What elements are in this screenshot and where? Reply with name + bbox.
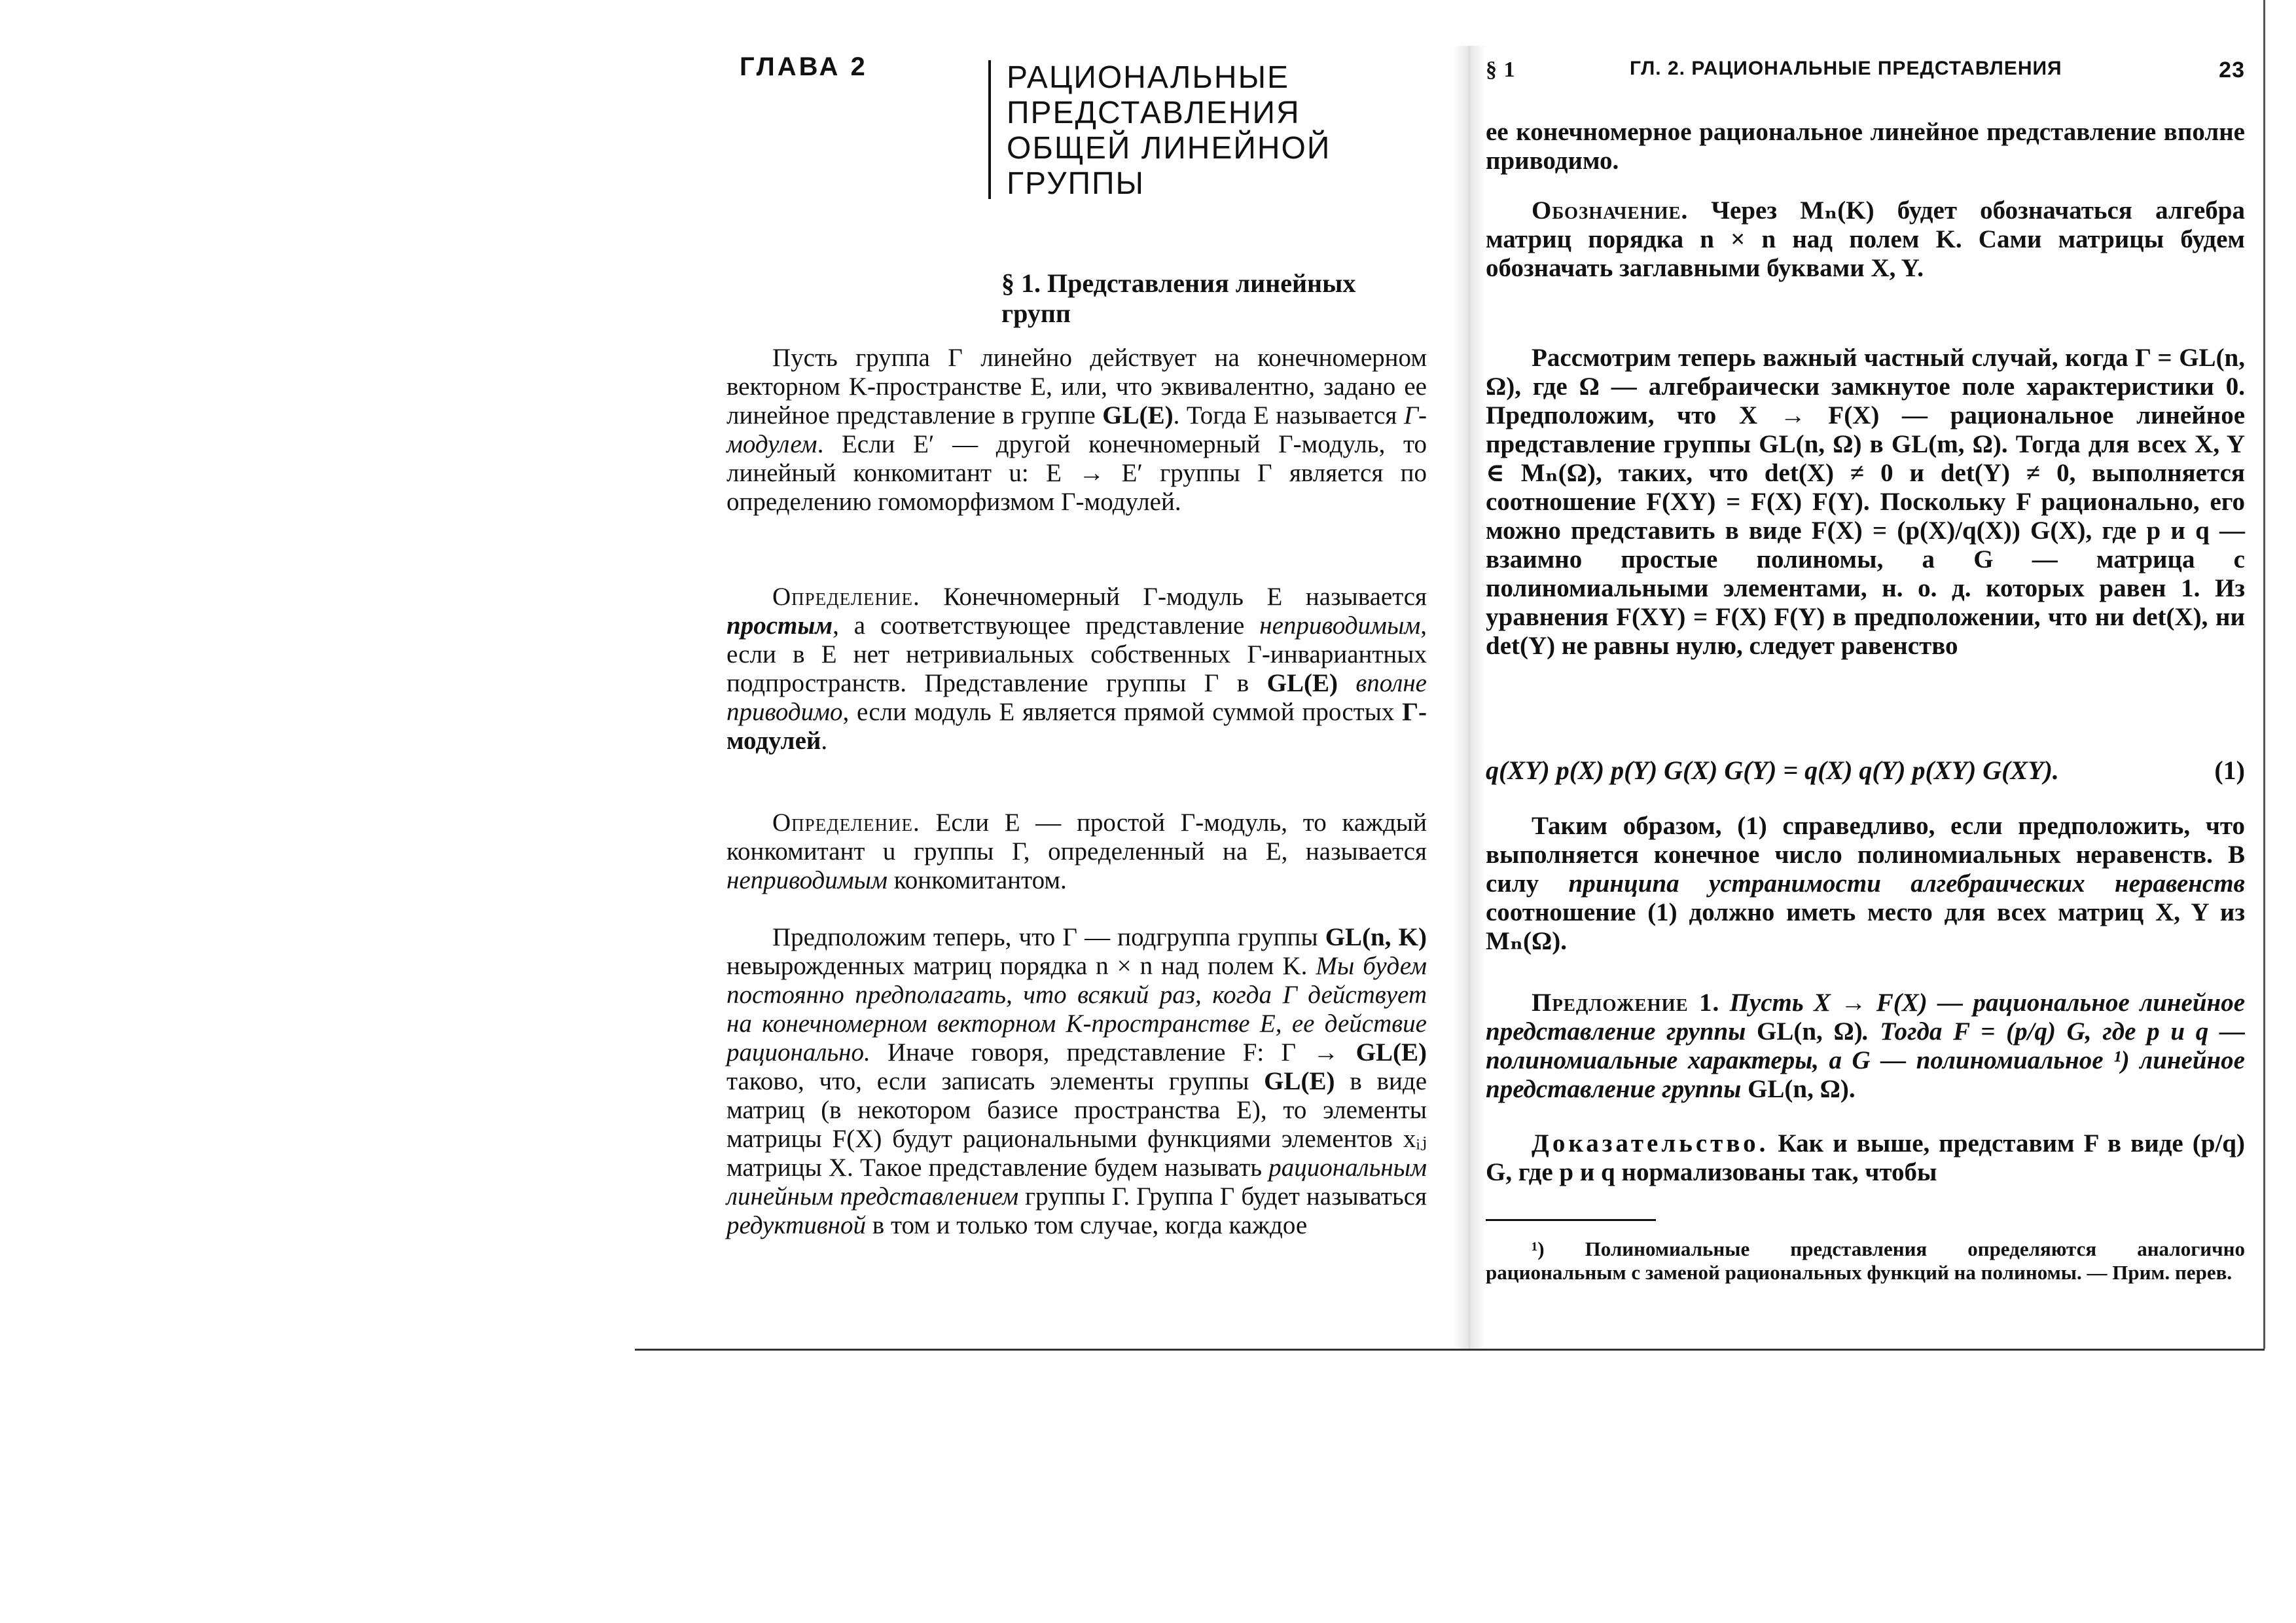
text-run: GL(E) — [1264, 1067, 1335, 1095]
paragraph-rational-representation — [726, 923, 1427, 1240]
text-run: в виде матриц (в некотором базисе пространства E), то элементы матрицы F(X) будут рациональными функциями элементов xᵢⱼ матрицы X. Такое представление будем называть — [726, 1067, 1427, 1182]
proposition-1 — [1486, 989, 2245, 1104]
term: неприводимым — [726, 866, 888, 894]
text-run: в — [1861, 430, 1892, 458]
text-run: . Если E′ — другой конечномерный Γ-модуль, то линейный конкомитант u: E → E′ группы Γ является по определению гомоморфизмом Γ-модулей. — [726, 430, 1427, 516]
text-run: , если в E нет нетривиальных собственных Γ-инвариантных подпространств. Представление группы Γ в — [726, 611, 1427, 697]
text-run: , а соответствующее представление — [833, 611, 1260, 640]
term: Γ-модулем — [726, 401, 1427, 458]
text-run: Иначе говоря, представление F: Γ → — [870, 1038, 1356, 1067]
text-run: . — [821, 727, 828, 755]
definition-irreducible-concomitant — [726, 809, 1427, 895]
chapter-title-line: ГРУППЫ — [1007, 166, 1145, 201]
term: редуктивной — [726, 1211, 867, 1239]
text-run: GL(E) — [1266, 669, 1338, 697]
paragraph-modules — [726, 344, 1427, 517]
page-number: 23 — [2219, 58, 2245, 82]
text-run: Пусть группа Γ линейно действует на конечномерном векторном K-пространстве E, или, что эквивалентно, задано ее линейное представление в группе — [726, 344, 1427, 429]
term: неприводимым — [1259, 611, 1421, 640]
text-run: GL(n, Ω) — [1748, 1075, 1849, 1103]
text-run: GL(n, Ω) — [1757, 1017, 1863, 1046]
text-run: . Тогда E называется — [1173, 401, 1404, 429]
term: принципа устранимости алгебраических неравенств — [1568, 869, 2245, 898]
notation-paragraph — [1486, 196, 2245, 283]
text-run: невырожденных матриц порядка n × n над полем K. — [726, 952, 1316, 980]
term: простым — [726, 611, 833, 640]
text-run: Конечномерный Γ-модуль E называется — [920, 583, 1427, 611]
proof-paragraph — [1486, 1129, 2245, 1187]
text-run: GL(n, K) — [1325, 923, 1427, 951]
term: рациональным линейным представлением — [726, 1154, 1427, 1211]
text-run: Таким образом, (1) справедливо, если предположить, что выполняется конечное число полиномиальных неравенств. В силу — [1486, 812, 2245, 898]
text-run: GL(n, Ω) — [1486, 344, 2245, 401]
text-run: , если модуль E является прямой суммой простых — [842, 698, 1403, 726]
footnote — [1486, 1237, 2245, 1285]
text-run: Рассмотрим теперь важный частный случай, когда Γ = — [1532, 344, 2179, 372]
left-page — [635, 46, 1453, 1349]
equation-1 — [1486, 756, 2245, 785]
text-run: Пусть X → F(X) — рациональное линейное представление группы — [1486, 989, 2246, 1046]
chapter-title — [988, 60, 1331, 199]
text-run: Через Mₙ(K) будет обозначаться алгебра матриц порядка n × n над полем K. Сами матрицы будем обозначать заглавными буквами X, Y. — [1486, 196, 2245, 282]
footnote-text: ¹) Полиномиальные представления определяются аналогично рациональным с заменой рациональных функций на полиномы. — Прим. перев. — [1486, 1237, 2245, 1284]
term: вполне приводимо — [726, 669, 1427, 726]
running-head-section: § 1 — [1486, 58, 1516, 82]
notation-label: Обозначение. — [1532, 196, 1689, 225]
text-run: . — [1848, 1075, 1856, 1103]
text-run: ее конечномерное рациональное линейное представление вполне приводимо. — [1486, 118, 2245, 175]
proposition-label: Предложение 1. — [1532, 989, 1720, 1017]
equation-text: q(XY) p(X) p(Y) G(X) G(Y) = q(X) q(Y) p(XY) G(XY). — [1486, 756, 2059, 785]
chapter-title-line: РАЦИОНАЛЬНЫЕ — [1007, 60, 1290, 95]
text-run: GL(m, Ω) — [1891, 430, 2001, 458]
paragraph-special-case — [1486, 344, 2245, 661]
text-run: GL(n, Ω) — [1759, 430, 1862, 458]
section-heading: § 1. Представления линейных групп — [1001, 268, 1356, 328]
text-run: GL(E) — [1102, 401, 1174, 429]
continued-text — [1486, 118, 2245, 175]
right-page — [1486, 46, 2245, 1349]
text-run: Как и выше, представим F в виде (p/q) G, где p и q нормализованы так, чтобы — [1486, 1129, 2245, 1186]
text-run: . Тогда для всех X, Y ∈ Mₙ(Ω), таких, что det(X) ≠ 0 и det(Y) ≠ 0, выполняется соотношение F(XY) = F(X) F(Y). Поскольку F рационально, его можно представить в виде F(X) = (p(X)/q(X)) G(X), где p и q — взаимно простые полиномы, а G — матрица с полиномиальными элементами, н. о. д. которых равен 1. Из уравнения F(XY) = F(X) F(Y) в предположении, что ни det(X), ни det(Y) не равны нулю, следует равенство — [1486, 430, 2245, 660]
book-spread — [635, 46, 2265, 1351]
footnote-rule — [1486, 1219, 1656, 1221]
text-run: Если E — простой Γ-модуль, то каждый конкомитант u группы Γ, определенный на E, называется — [726, 809, 1427, 866]
definition-simple-module — [726, 583, 1427, 756]
text-run — [1338, 669, 1355, 697]
scan-edge — [2263, 0, 2265, 1349]
text-run: соотношение (1) должно иметь место для всех матриц X, Y из Mₙ(Ω). — [1486, 898, 2245, 955]
definition-label: Определение. — [772, 809, 920, 837]
chapter-label: ГЛАВА 2 — [740, 52, 868, 81]
chapter-title-line: ОБЩЕЙ ЛИНЕЙНОЙ — [1007, 131, 1331, 166]
text-run: в том и только том случае, когда каждое — [866, 1211, 1308, 1239]
text-run: группы Γ. Группа Γ будет называться — [1018, 1182, 1427, 1211]
text-run: конкомитантом. — [887, 866, 1067, 894]
book-gutter — [1453, 46, 1486, 1349]
text-run: таково, что, если записать элементы группы — [726, 1067, 1265, 1095]
text-run: Мы будем постоянно предполагать, что всякий раз, когда Γ действует на конечномерном векторном K-пространстве E, ее действие рационально. — [726, 952, 1427, 1067]
equation-number: (1) — [2214, 756, 2245, 785]
text-run: , где Ω — алгебраически замкнутое поле характеристики 0. Предположим, что X → F(X) — рациональное линейное представление группы — [1486, 373, 2245, 458]
paragraph-thus — [1486, 812, 2245, 956]
definition-label: Определение. — [772, 583, 920, 611]
proof-label: Доказательство. — [1532, 1129, 1769, 1158]
running-head-title: ГЛ. 2. РАЦИОНАЛЬНЫЕ ПРЕДСТАВЛЕНИЯ — [1630, 58, 2062, 79]
text-run: . Тогда F = (p/q) G, где p и q — полиномиальные характеры, а G — полиномиальное ¹) линейное представление группы — [1486, 1017, 2245, 1103]
chapter-title-line: ПРЕДСТАВЛЕНИЯ — [1007, 96, 1300, 130]
term: Γ-модулей — [726, 698, 1427, 755]
text-run: GL(E) — [1355, 1038, 1427, 1067]
text-run: Предположим теперь, что Γ — подгруппа группы — [772, 923, 1325, 951]
